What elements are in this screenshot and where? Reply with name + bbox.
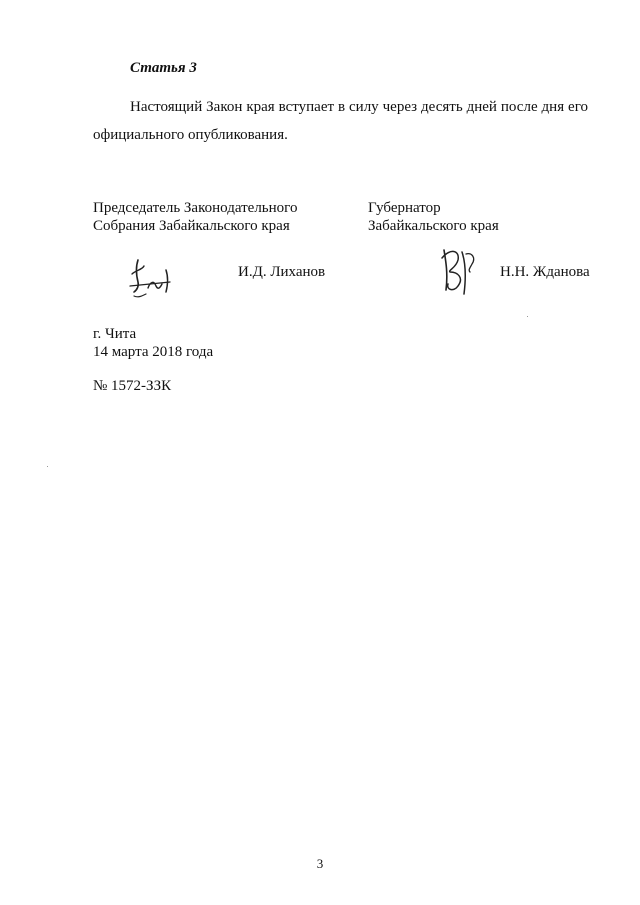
- left-signatory-name: И.Д. Лиханов: [238, 264, 326, 280]
- date: 14 марта 2018 года: [93, 344, 214, 360]
- scan-speck: [47, 466, 48, 467]
- article-title: Статья 3: [130, 60, 197, 76]
- article-text: Настоящий Закон края вступает в силу через десять дней после дня его официального опубликования.: [93, 99, 588, 143]
- left-signature-icon: [124, 252, 180, 300]
- left-signatory-title: [93, 199, 297, 235]
- left-signatory-title-line2: Собрания Забайкальского края: [93, 218, 290, 234]
- right-signatory-title: [368, 199, 499, 235]
- page-number: 3: [316, 856, 324, 871]
- right-signatory-title-line2: Забайкальского края: [368, 218, 499, 234]
- right-signatory-name: Н.Н. Жданова: [500, 264, 590, 280]
- right-signature-icon: [436, 244, 480, 298]
- scan-speck: [527, 316, 528, 317]
- left-signatory-title-line1: Председатель Законодательного: [93, 200, 298, 216]
- document-number: № 1572-ЗЗК: [93, 378, 172, 394]
- place: г. Чита: [93, 326, 137, 342]
- right-signatory-title-line1: Губернатор: [368, 200, 441, 216]
